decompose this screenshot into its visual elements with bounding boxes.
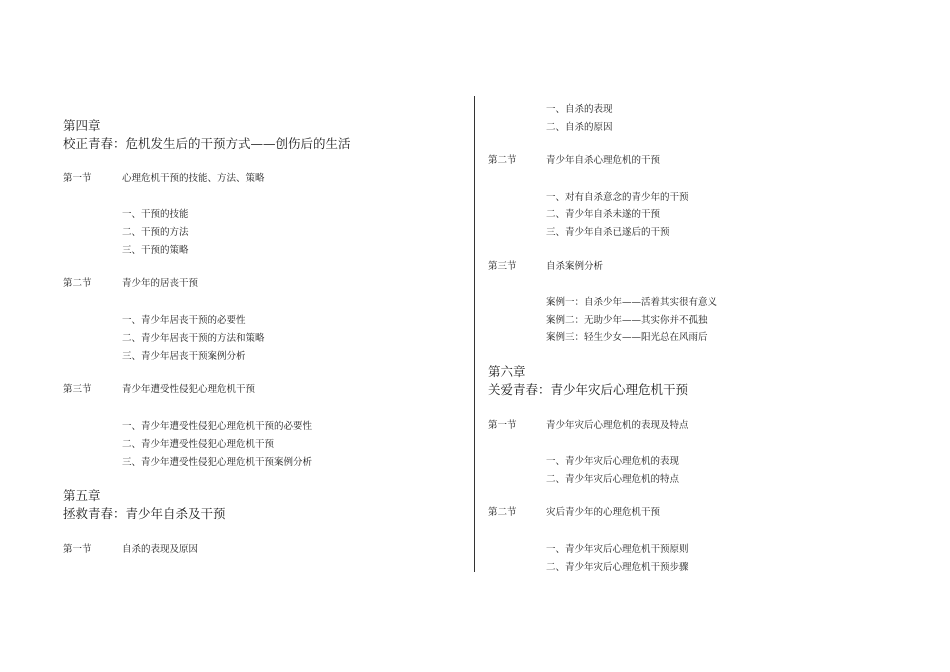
toc-item: 一、对有自杀意念的青少年的干预	[546, 192, 689, 203]
toc-item: 二、青少年遭受性侵犯心理危机干预	[122, 439, 275, 450]
toc-item: 案例一：自杀少年——活着其实很有意义	[546, 297, 718, 308]
section-number: 第三节	[488, 261, 517, 272]
toc-item: 案例三：轻生少女——阳光总在风雨后	[546, 332, 708, 343]
section-title: 心理危机干预的技能、方法、策略	[122, 173, 265, 184]
chapter-6-label: 第六章	[488, 364, 526, 379]
section-title: 青少年的居丧干预	[122, 278, 199, 289]
section-number: 第一节	[63, 173, 92, 184]
toc-item: 二、青少年灾后心理危机干预步骤	[546, 562, 689, 573]
chapter-5-label: 第五章	[63, 488, 101, 503]
section-number: 第一节	[63, 544, 92, 555]
toc-item: 二、青少年自杀未遂的干预	[546, 209, 661, 220]
section-title: 青少年灾后心理危机的表现及特点	[546, 420, 689, 431]
section-title: 自杀的表现及原因	[122, 544, 199, 555]
toc-item: 二、青少年灾后心理危机的特点	[546, 474, 680, 485]
toc-item: 三、青少年自杀已遂后的干预	[546, 227, 670, 238]
chapter-5-title: 拯救青春：青少年自杀及干预	[63, 506, 226, 521]
toc-item: 一、青少年遭受性侵犯心理危机干预的必要性	[122, 421, 313, 432]
section-number: 第二节	[488, 507, 517, 518]
toc-item: 二、自杀的原因	[546, 122, 613, 133]
section-number: 第三节	[63, 384, 92, 395]
section-title: 青少年自杀心理危机的干预	[546, 155, 661, 166]
toc-item: 三、青少年遭受性侵犯心理危机干预案例分析	[122, 457, 313, 468]
chapter-4-title: 校正青春：危机发生后的干预方式——创伤后的生活	[63, 136, 351, 151]
section-number: 第二节	[488, 155, 517, 166]
toc-item: 二、干预的方法	[122, 227, 189, 238]
section-number: 第二节	[63, 278, 92, 289]
section-title: 灾后青少年的心理危机干预	[546, 507, 661, 518]
section-number: 第一节	[488, 420, 517, 431]
toc-item: 一、干预的技能	[122, 209, 189, 220]
toc-item: 一、自杀的表现	[546, 104, 613, 115]
column-divider	[474, 96, 475, 572]
toc-item: 案例二：无助少年——其实你并不孤独	[546, 315, 708, 326]
toc-item: 一、青少年灾后心理危机干预原则	[546, 544, 689, 555]
chapter-4-label: 第四章	[63, 118, 101, 133]
toc-item: 二、青少年居丧干预的方法和策略	[122, 333, 265, 344]
section-title: 自杀案例分析	[546, 261, 604, 272]
toc-item: 一、青少年居丧干预的必要性	[122, 315, 246, 326]
chapter-6-title: 关爱青春：青少年灾后心理危机干预	[488, 382, 689, 397]
toc-item: 三、干预的策略	[122, 245, 189, 256]
toc-item: 三、青少年居丧干预案例分析	[122, 351, 246, 362]
section-title: 青少年遭受性侵犯心理危机干预	[122, 384, 256, 395]
toc-item: 一、青少年灾后心理危机的表现	[546, 456, 680, 467]
